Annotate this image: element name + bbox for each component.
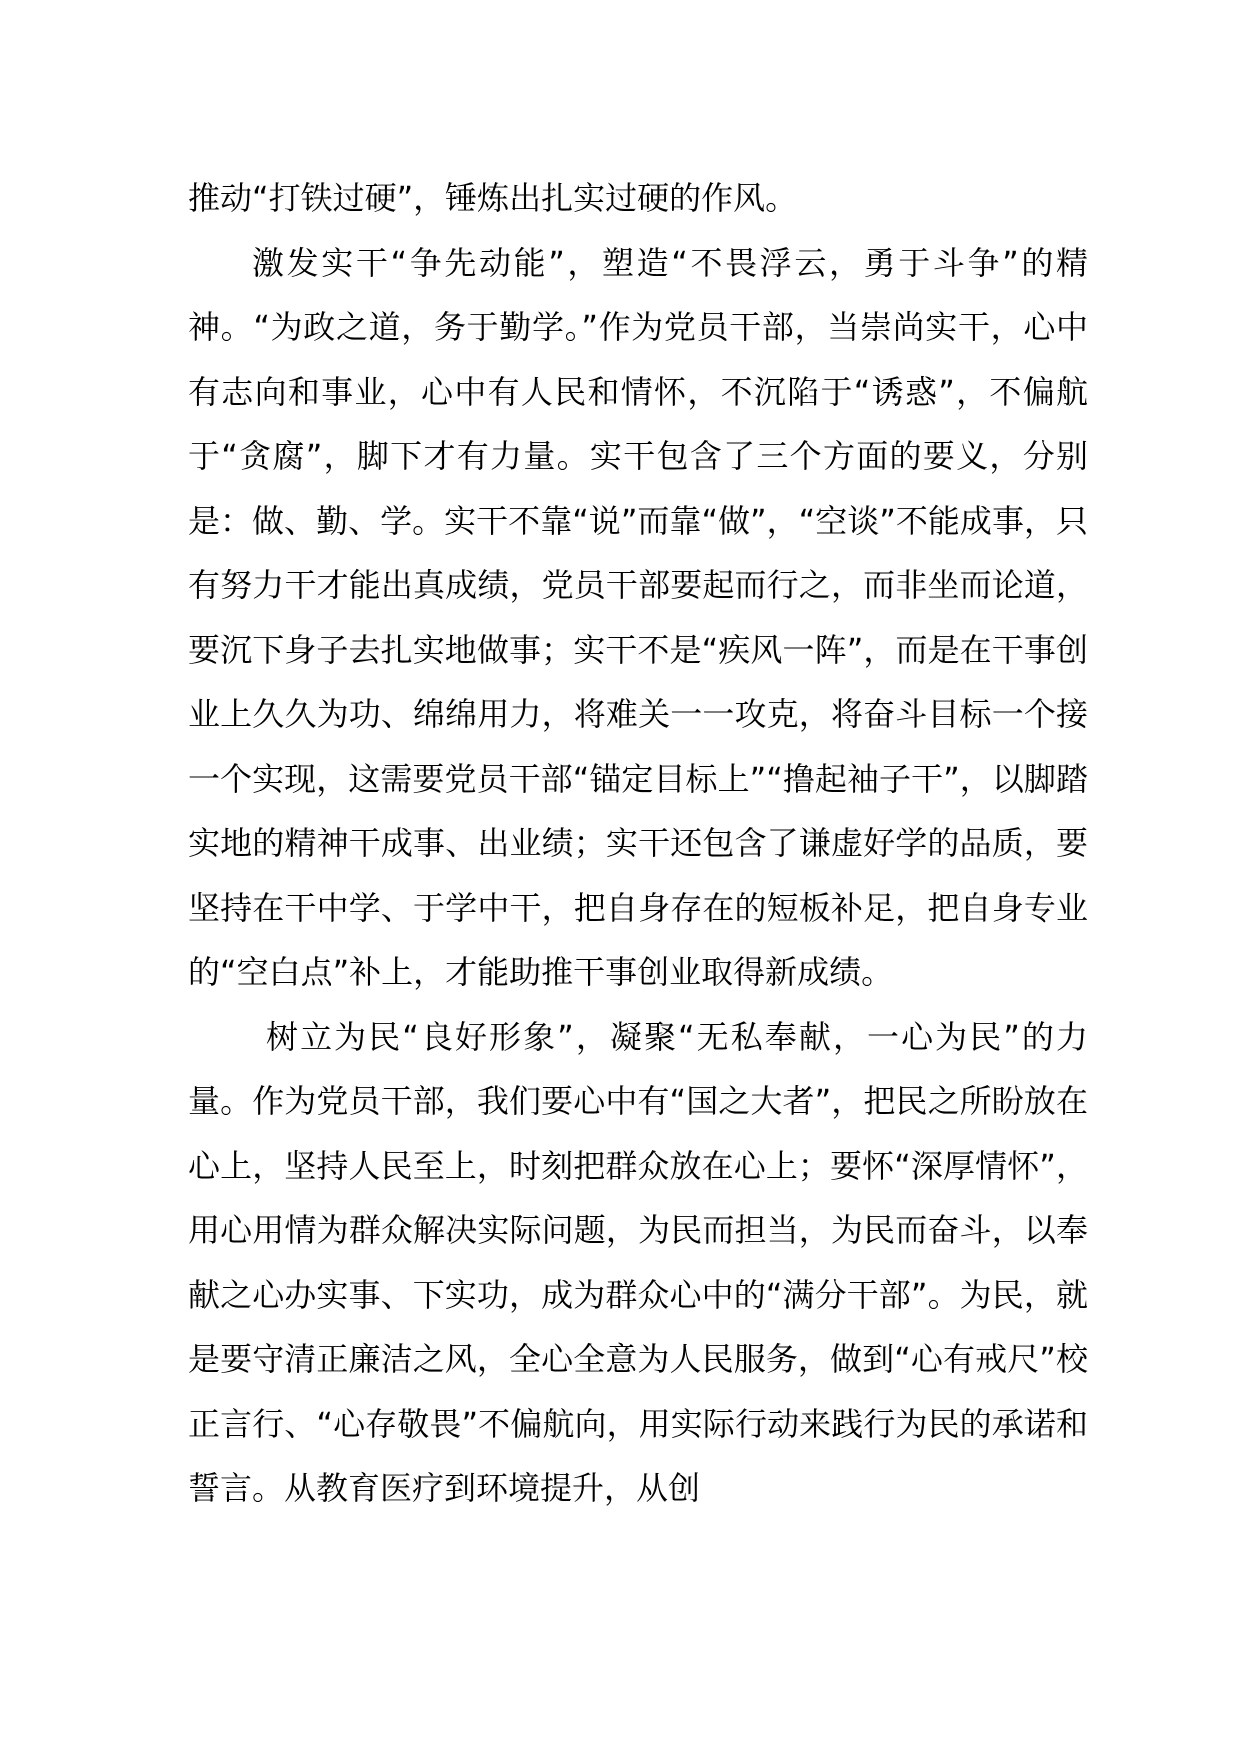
paragraph-2: 激发实干“争先动能”，塑造“不畏浮云，勇于斗争”的精神。“为政之道，务于勤学。”作为党员干部，当崇尚实干，心中有志向和事业，心中有人民和情怀，不沉陷于“诱惑”，不偏航于“贪腐”，脚下才有力量。实干包含了三个方面的要义，分别是：做、勤、学。实干不靠“说”而靠“做”，“空谈”不能成事，只有努力干才能出真成绩，党员干部要起而行之，而非坐而论道，要沉下身子去扎实地做事；实干不是“疾风一阵”，而是在干事创业上久久为功、绵绵用力，将难关一一攻克，将奋斗目标一个接一个实现，这需要党员干部“锚定目标上”“撸起袖子干”，以脚踏实地的精神干成事、出业绩；实干还包含了谦虚好学的品质，要坚持在干中学、于学中干，把自身存在的短板补足，把自身专业的“空白点”补上，才能助推干事创业取得新成绩。 (188, 243, 1088, 991)
body-text (188, 166, 1088, 1521)
paragraph-1: 推动“打铁过硬”，锤炼出扎实过硬的作风。 (188, 179, 798, 217)
paragraph-3: 树立为民“良好形象”，凝聚“无私奉献，一心为民”的力量。作为党员干部，我们要心中有“国之大者”，把民之所盼放在心上，坚持人民至上，时刻把群众放在心上；要怀“深厚情怀”，用心用情为群众解决实际问题，为民而担当，为民而奋斗，以奉献之心办实事、下实功，成为群众心中的“满分干部”。为民，就是要守清正廉洁之风，全心全意为人民服务，做到“心有戒尺”校正言行、“心存敬畏”不偏航向，用实际行动来践行为民的承诺和誓言。从教育医疗到环境提升，从创 (188, 1017, 1088, 1507)
